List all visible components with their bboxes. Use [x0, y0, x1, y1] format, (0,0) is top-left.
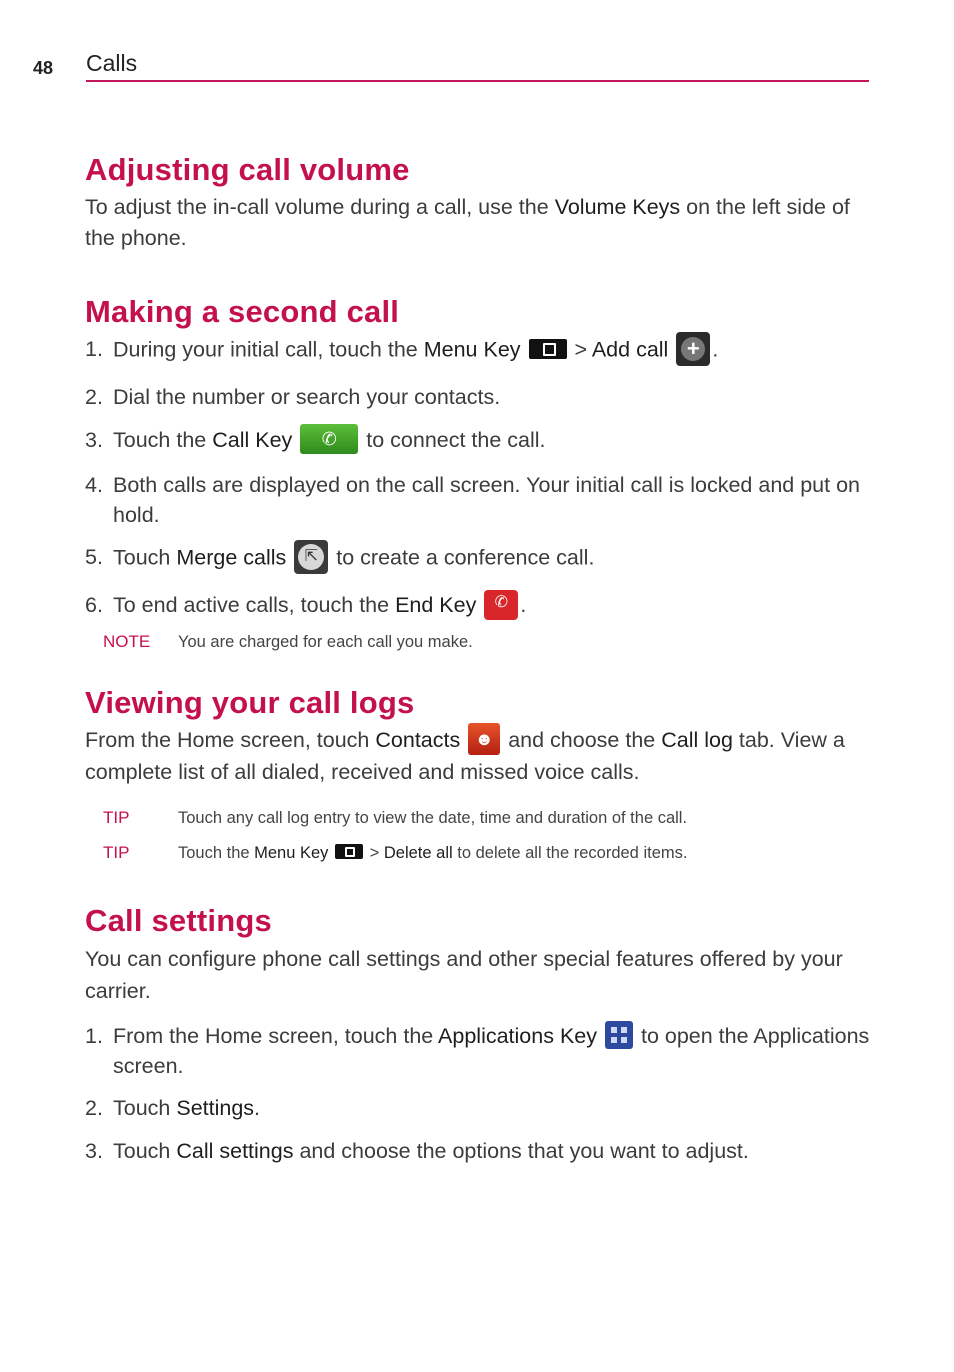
- step-number: 2.: [85, 1096, 103, 1121]
- step-number: 3.: [85, 428, 103, 452]
- text: and choose the: [508, 727, 662, 752]
- list-item: [85, 470, 875, 530]
- text: To adjust the in-call volume during a call, use the: [85, 195, 555, 219]
- text: From the Home screen, touch: [85, 727, 376, 752]
- list-item: [85, 590, 875, 621]
- add-call-icon: [676, 332, 710, 366]
- second-call-steps: [85, 334, 875, 622]
- tip-text: Touch any call log entry to view the date, time and duration of the call.: [178, 808, 688, 827]
- heading-adjusting-call-volume: Adjusting call volume: [85, 152, 410, 187]
- note: [85, 630, 875, 654]
- heading-viewing-call-logs: Viewing your call logs: [85, 684, 415, 720]
- heading-call-settings: Call settings: [85, 902, 272, 938]
- text: .: [520, 593, 527, 618]
- text: >: [369, 843, 384, 862]
- text: To end active calls, touch the: [113, 593, 396, 618]
- text: .: [712, 337, 719, 362]
- text: Touch: [113, 1096, 177, 1121]
- list-item: [85, 334, 875, 368]
- heading-making-second-call: Making a second call: [85, 294, 400, 329]
- step-number: 2.: [85, 385, 103, 409]
- tip: [85, 806, 875, 830]
- step-number: 1.: [85, 337, 103, 361]
- key-term: Call log: [661, 727, 733, 752]
- tip: [85, 841, 875, 865]
- merge-calls-icon: [294, 540, 328, 574]
- menu-key-icon: [529, 339, 567, 359]
- key-term: Merge calls: [176, 546, 287, 570]
- list-item: [85, 1136, 875, 1166]
- page-content: [85, 148, 875, 1166]
- note-text: You are charged for each call you make.: [178, 632, 473, 651]
- tip-label: TIP: [103, 807, 130, 827]
- key-term: Applications Key: [438, 1023, 597, 1048]
- menu-key-icon: [335, 844, 363, 859]
- volume-paragraph: [85, 192, 875, 254]
- text: Touch: [113, 546, 177, 570]
- key-term: Add call: [591, 337, 669, 362]
- step-number: 3.: [85, 1139, 103, 1164]
- key-term: Menu Key: [254, 843, 329, 862]
- applications-key-icon: [605, 1021, 633, 1049]
- key-term: Delete all: [383, 843, 453, 862]
- list-item: [85, 1093, 875, 1123]
- call-key-icon: ✆: [300, 424, 358, 454]
- step-number: 5.: [85, 545, 103, 570]
- page-number: 48: [33, 58, 54, 78]
- text: During your initial call, touch the: [113, 337, 424, 362]
- text: .: [254, 1096, 261, 1121]
- call-settings-intro: You can configure phone call settings and other special features offered by your carrier.: [85, 946, 843, 1003]
- list-item: [85, 542, 875, 576]
- list-item: [85, 425, 875, 456]
- text: and choose the options that you want to adjust.: [293, 1139, 749, 1164]
- step-number: 1.: [85, 1023, 103, 1048]
- text: to open the Applications screen.: [113, 1023, 870, 1079]
- key-term: End Key: [395, 593, 477, 618]
- end-key-icon: ✆: [484, 590, 518, 620]
- tip-label: TIP: [103, 842, 130, 862]
- text: >: [574, 337, 592, 362]
- call-logs-paragraph: [85, 725, 875, 788]
- key-term: Menu Key: [423, 337, 521, 362]
- key-term: Settings: [176, 1096, 255, 1121]
- key-term: Call settings: [176, 1139, 294, 1164]
- contacts-icon: ☻: [468, 723, 500, 755]
- key-term: Call Key: [212, 428, 293, 452]
- list-item: [85, 382, 875, 412]
- text: From the Home screen, touch the: [113, 1023, 439, 1048]
- text: Touch the: [113, 428, 213, 452]
- text: to create a conference call.: [336, 546, 595, 570]
- call-settings-steps: [85, 1021, 875, 1166]
- text: Dial the number or search your contacts.: [113, 385, 501, 409]
- running-head: Calls: [86, 50, 138, 76]
- header-rule: [86, 80, 869, 82]
- text: to delete all the recorded items.: [452, 843, 688, 862]
- step-number: 6.: [85, 593, 103, 618]
- step-number: 4.: [85, 473, 103, 498]
- text: Both calls are displayed on the call screen. Your initial call is locked and put on hold.: [113, 473, 860, 528]
- text: to connect the call.: [366, 428, 546, 452]
- key-term: Contacts: [375, 727, 461, 752]
- text: Touch the: [178, 843, 255, 862]
- list-item: [85, 1021, 875, 1081]
- text: tab. View a complete list of all dialed, received and missed voice calls.: [85, 727, 845, 784]
- tip-text: [178, 841, 875, 865]
- note-label: NOTE: [103, 631, 151, 651]
- text: Touch: [113, 1139, 177, 1164]
- text: on the left side of the phone.: [85, 195, 850, 250]
- key-term: Volume Keys: [554, 195, 681, 219]
